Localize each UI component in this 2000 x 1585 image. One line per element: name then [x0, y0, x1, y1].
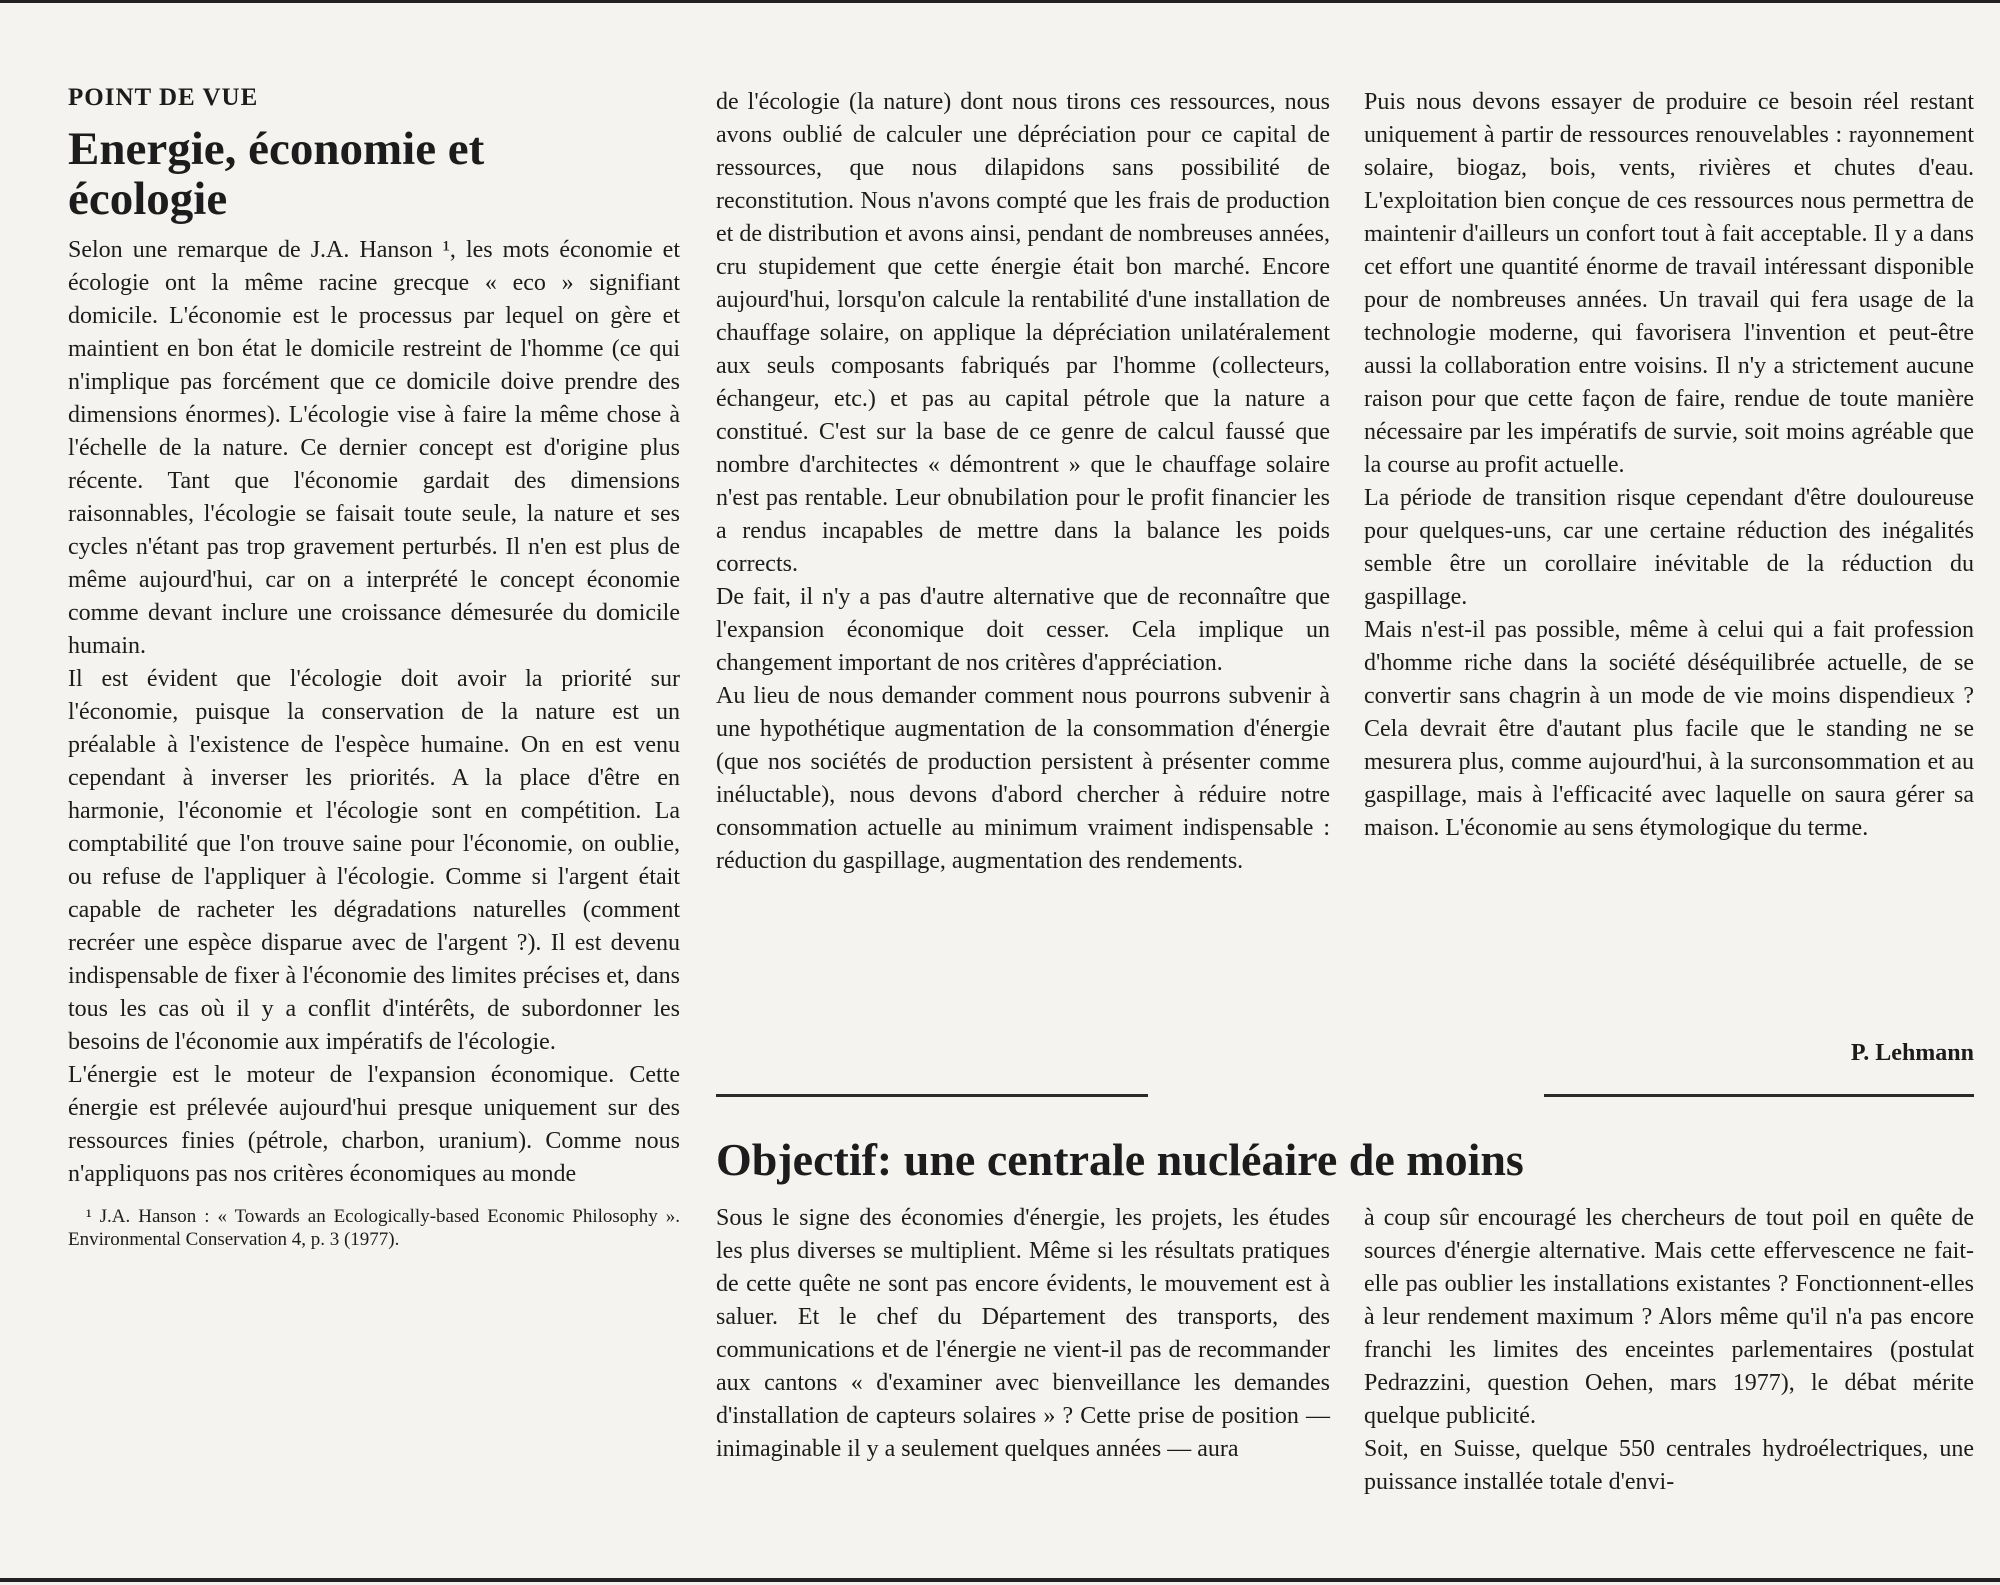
paragraph: Au lieu de nous demander comment nous pourrons subvenir à une hypothétique augmentation de la consommation d'énergie (que nos sociétés de production persistent à présenter comme inéluctable), nous devons d'abord chercher à réduire notre consommation actuelle au minimum vraiment indispensable : réduction du gaspillage, augmentation des rendements.	[716, 683, 1330, 874]
paragraph: De fait, il n'y a pas d'autre alternative que de reconnaître que l'expansion économique doit cesser. Cela implique un changement important de nos critères d'appréciation.	[716, 584, 1330, 676]
paragraph: Il est évident que l'écologie doit avoir la priorité sur l'économie, puisque la conservation de la nature est un préalable à l'existence de l'espèce humaine. On en est venu cependant à inverser les priorités. A la place d'être en harmonie, l'économie et l'écologie sont en compétition. La comptabilité que l'on trouve saine pour l'économie, on oublie, ou refuse de l'appliquer à l'écologie. Comme si l'argent était capable de racheter les dégradations naturelles (comment recréer une espèce disparue avec de l'argent ?). Il est devenu indispensable de fixer à l'économie des limites précises et, dans tous les cas où il y a conflit d'intérêts, de subordonner les besoins de l'économie aux impératifs de l'écologie.	[68, 666, 680, 1055]
article2-column-2	[1364, 1202, 1974, 1499]
paragraph: Soit, en Suisse, quelque 550 centrales hydroélectriques, une puissance installée totale d'envi-	[1364, 1436, 1974, 1495]
article2-column-1	[716, 1202, 1330, 1466]
footnote	[68, 1205, 680, 1251]
section-kicker: POINT DE VUE	[68, 84, 259, 111]
article-divider-left	[716, 1094, 1148, 1097]
paragraph: Puis nous devons essayer de produire ce besoin réel restant uniquement à partir de ressources renouvelables : rayonnement solaire, biogaz, bois, vents, rivières et chutes d'eau. L'exploitation bien conçue de ces ressources nous permettra de maintenir d'ailleurs un confort tout à fait acceptable. Il y a dans cet effort une quantité énorme de travail intéressant disponible pour de nombreuses années. Un travail qui fera usage de la technologie moderne, qui favorisera l'invention et peut-être aussi la collaboration entre voisins. Il n'y a strictement aucune raison pour que cette façon de faire, rendue de toute manière nécessaire par les impératifs de survie, soit moins agréable que la course au profit actuelle.	[1364, 89, 1974, 478]
paragraph: L'énergie est le moteur de l'expansion économique. Cette énergie est prélevée aujourd'hui presque uniquement sur des ressources finies (pétrole, charbon, uranium). Comme nous n'appliquons pas nos critères économiques au monde	[68, 1062, 680, 1187]
article-divider-right	[1544, 1094, 1974, 1097]
article1-column-1	[68, 84, 680, 1251]
paragraph: à coup sûr encouragé les chercheurs de tout poil en quête de sources d'énergie alternative. Mais cette effervescence ne fait-elle pas oublier les installations existantes ? Fonctionnent-elles à leur rendement maximum ? Alors même qu'il n'a pas encore franchi les limites des enceintes parlementaires (postulat Pedrazzini, question Oehen, mars 1977), le débat mérite quelque publicité.	[1364, 1205, 1974, 1429]
article1-title: Energie, économie et écologie	[68, 123, 485, 225]
top-rule	[0, 0, 2000, 3]
author-signature: P. Lehmann	[1850, 1040, 1974, 1066]
bottom-rule	[0, 1578, 2000, 1582]
footnote-text: ¹ J.A. Hanson : « Towards an Ecologically-based Economic Philosophy ». Environmental Conservation 4, p. 3 (1977).	[68, 1206, 680, 1250]
paragraph: Sous le signe des économies d'énergie, les projets, les études les plus diverses se multiplient. Même si les résultats pratiques de cette quête ne sont pas encore évidents, le mouvement est à saluer. Et le chef du Département des transports, des communications et de l'énergie ne vient-il pas de recommander aux cantons « d'examiner avec bienveillance les demandes d'installation de capteurs solaires » ? Cette prise de position — inimaginable il y a seulement quelques années — aura	[716, 1205, 1330, 1462]
article1-col1-text	[68, 234, 680, 1191]
paragraph: Mais n'est-il pas possible, même à celui qui a fait profession d'homme riche dans la société déséquilibrée actuelle, de se convertir sans chagrin à un mode de vie moins dispendieux ? Cela devrait être d'autant plus facile que le standing ne se mesurera plus, comme aujourd'hui, à la surconsommation et au gaspillage, mais à l'efficacité avec laquelle on saura gérer sa maison. L'économie au sens étymologique du terme.	[1364, 617, 1974, 841]
paragraph: La période de transition risque cependant d'être douloureuse pour quelques-uns, car une certaine réduction des inégalités semble être un corollaire inévitable de la réduction du gaspillage.	[1364, 485, 1974, 610]
paragraph: de l'écologie (la nature) dont nous tirons ces ressources, nous avons oublié de calculer une dépréciation pour ce capital de ressources, que nous dilapidons sans possibilité de reconstitution. Nous n'avons compté que les frais de production et de distribution et avons ainsi, pendant de nombreuses années, cru stupidement que cette énergie était bon marché. Encore aujourd'hui, lorsqu'on calcule la rentabilité d'une installation de chauffage solaire, on applique la dépréciation unilatéralement aux seuls composants fabriqués par l'homme (collecteurs, échangeur, etc.) et pas au capital pétrole que la nature a constitué. C'est sur la base de ce genre de calcul faussé que nombre d'architectes « démontrent » que le chauffage solaire n'est pas rentable. Leur obnubilation pour le profit financier les a rendus incapables de mettre dans la balance les poids corrects.	[716, 89, 1330, 577]
article2-title: Objectif: une centrale nucléaire de moins	[716, 1134, 1524, 1185]
article1-column-2	[716, 86, 1330, 878]
paragraph: Selon une remarque de J.A. Hanson ¹, les mots économie et écologie ont la même racine grecque « eco » signifiant domicile. L'économie est le processus par lequel on gère et maintient en bon état le domicile restreint de l'homme (ce qui n'implique pas forcément que ce domicile doive prendre des dimensions énormes). L'écologie vise à faire la même chose à l'échelle de la nature. Ce dernier concept est d'origine plus récente. Tant que l'économie gardait des dimensions raisonnables, l'écologie se faisait toute seule, la nature et ses cycles n'étant pas trop gravement perturbés. Il n'en est plus de même aujourd'hui, car on a interprété le concept économie comme devant inclure une croissance démesurée du domicile humain.	[68, 237, 680, 659]
article1-column-3	[1364, 86, 1974, 845]
